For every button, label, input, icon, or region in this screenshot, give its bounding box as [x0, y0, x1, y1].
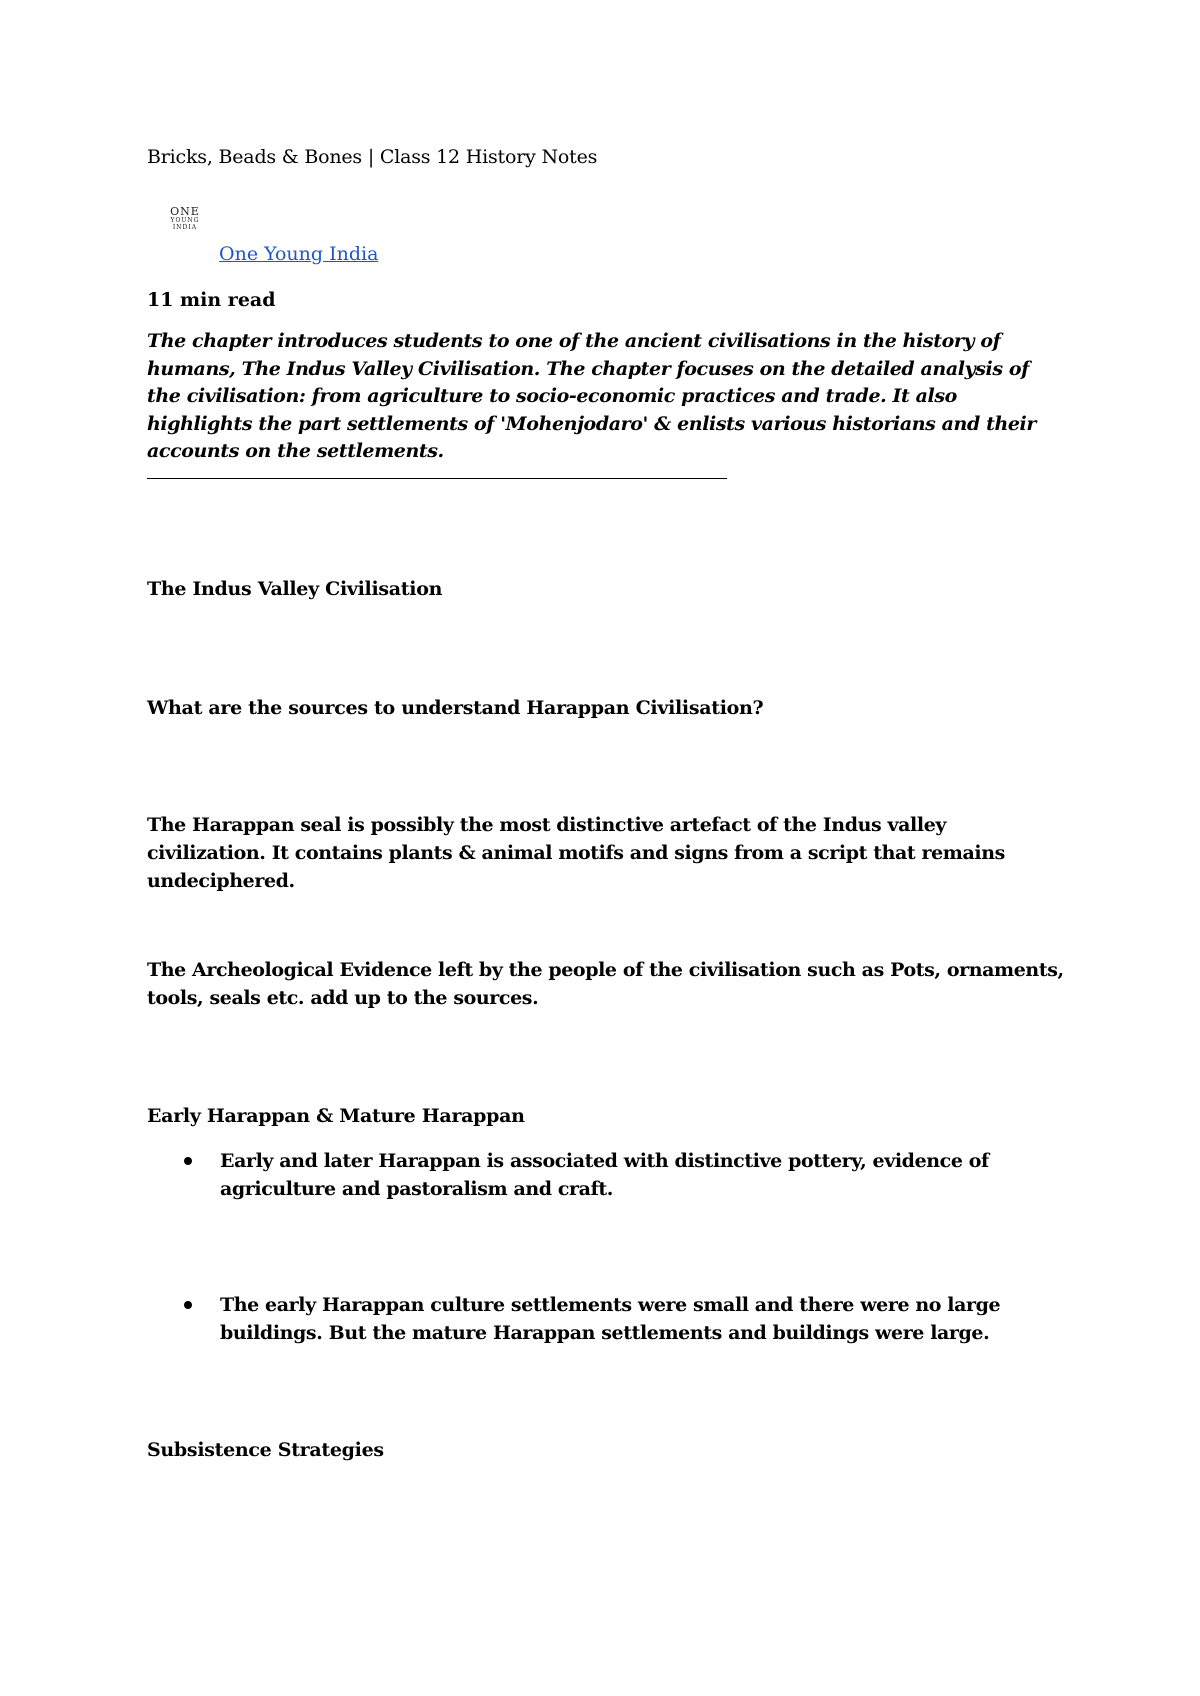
logo-line-india: INDIA	[172, 224, 198, 231]
heading-early-mature-harappan: Early Harappan & Mature Harappan	[147, 1105, 525, 1127]
intro-paragraph: The chapter introduces students to one of the ancient civilisations in the history of humans, The Indus Valley Civilisation. The chapter focuses on the detailed analysis of the civilisation: from agriculture to socio-economic practices and trade. It also highlights the part settlements of 'Mohenjodaro' & enlists various historians and their accounts on the settlements.	[147, 330, 1036, 462]
list-item-text: The early Harappan culture settlements were small and there were no large buildings. But the mature Harappan settlements and buildings were large.	[220, 1294, 1001, 1344]
logo-line-young: YOUNG	[170, 217, 200, 224]
heading-sources: What are the sources to understand Harappan Civilisation?	[147, 697, 764, 719]
author-link[interactable]: One Young India	[219, 243, 379, 265]
paragraph-harappan-seal: The Harappan seal is possibly the most distinctive artefact of the Indus valley civilization. It contains plants & animal motifs and signs from a script that remains undeciphered.	[147, 814, 1005, 892]
one-young-india-logo	[160, 206, 210, 240]
list-item	[147, 1291, 1067, 1347]
horizontal-rule	[147, 478, 727, 479]
paragraph-archeological-evidence: The Archeological Evidence left by the people of the civilisation such as Pots, ornaments, tools, seals etc. add up to the sources.	[147, 959, 1064, 1009]
logo-line-one: ONE	[170, 205, 200, 218]
bullet-icon	[184, 1157, 192, 1165]
document-title: Bricks, Beads & Bones | Class 12 History Notes	[147, 146, 598, 168]
heading-subsistence-strategies: Subsistence Strategies	[147, 1439, 384, 1461]
bullet-icon	[184, 1301, 192, 1309]
read-time: 11 min read	[147, 289, 276, 311]
list-item-text: Early and later Harappan is associated with distinctive pottery, evidence of agriculture and pastoralism and craft.	[220, 1150, 989, 1200]
list-item	[147, 1147, 1067, 1203]
heading-indus-valley: The Indus Valley Civilisation	[147, 578, 443, 600]
